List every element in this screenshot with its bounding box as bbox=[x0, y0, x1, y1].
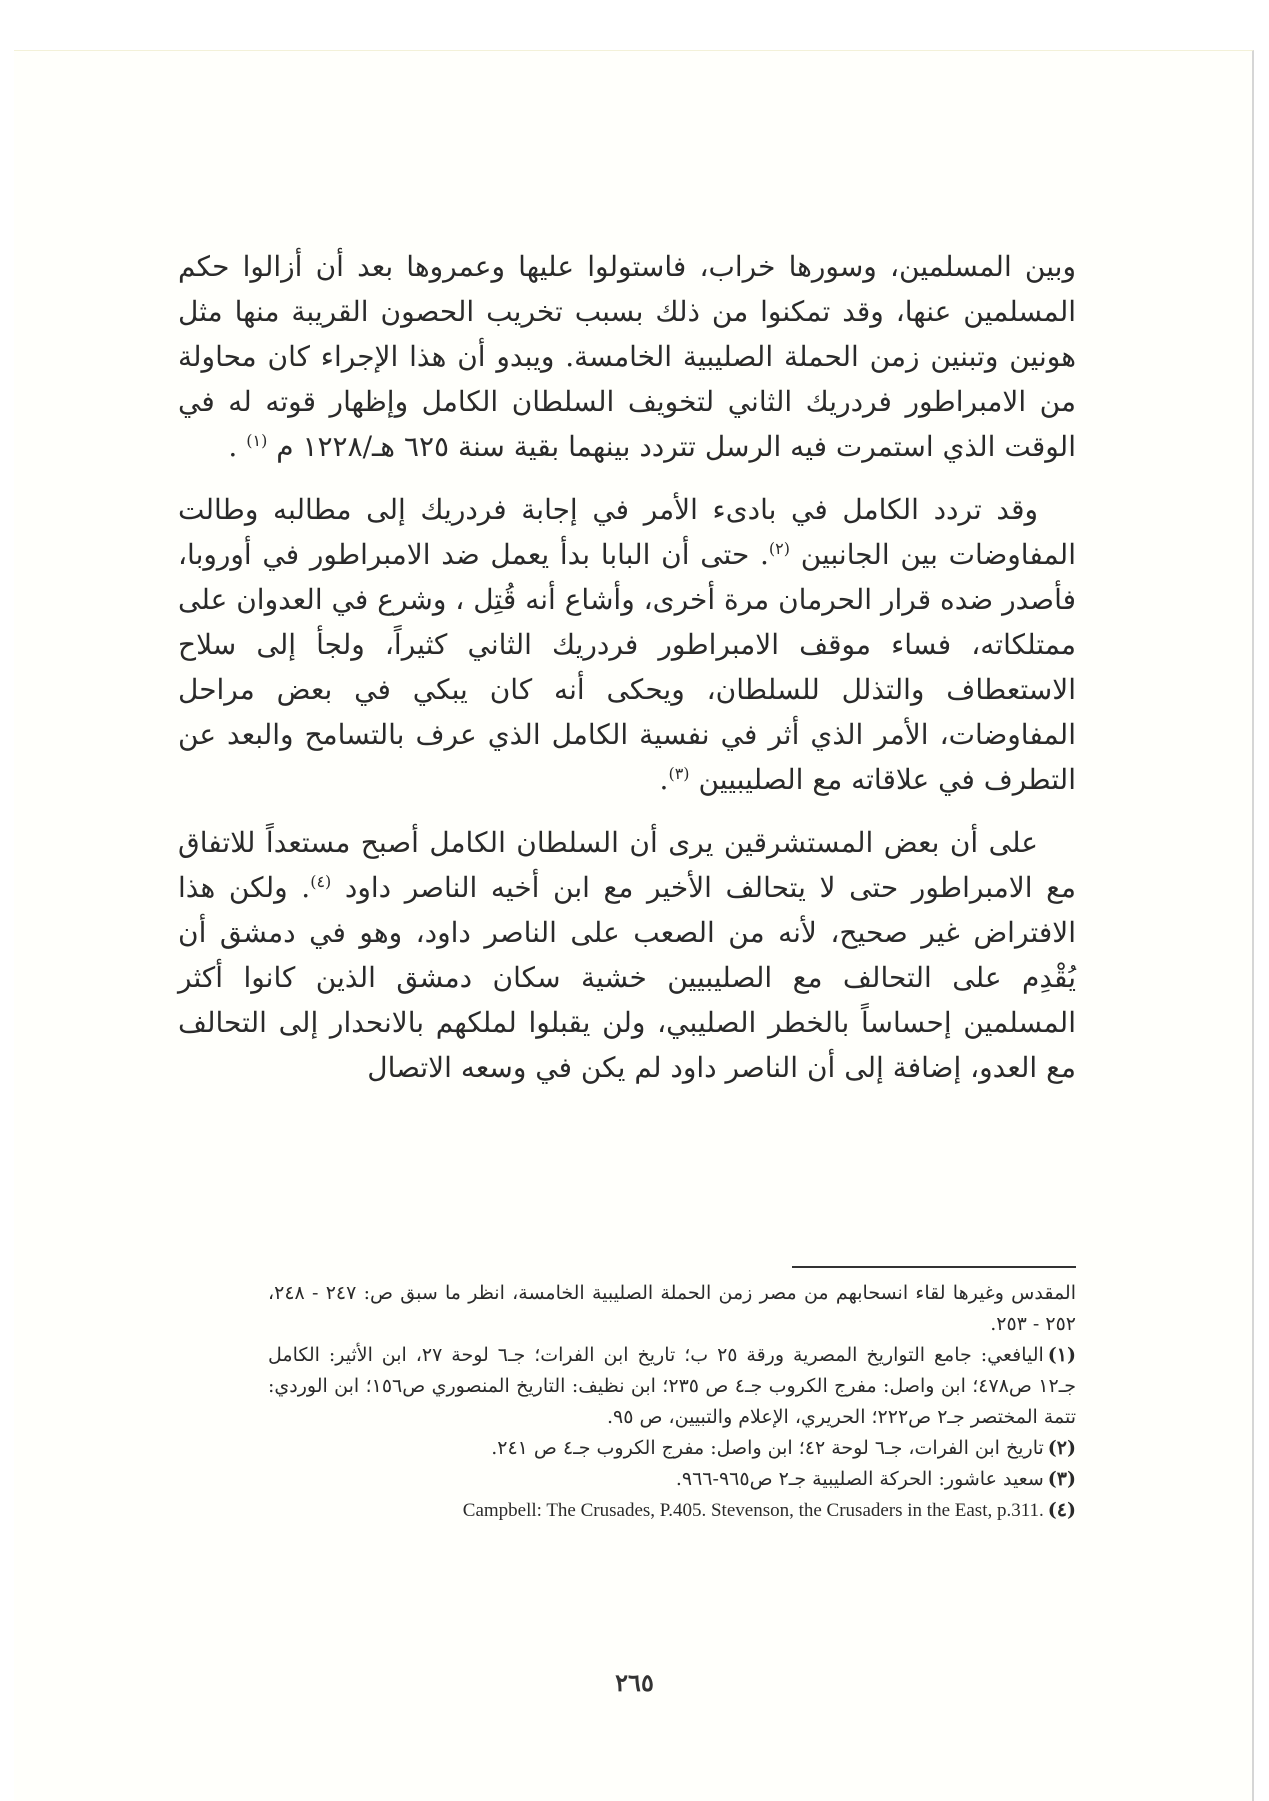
footnote-text: تاريخ ابن الفرات، جـ٦ لوحة ٤٢؛ ابن واصل: مفرج الكروب جـ٤ ص ٢٤١. bbox=[491, 1437, 1044, 1459]
main-text bbox=[178, 244, 1076, 1090]
footnote-text: Campbell: The Crusades, P.405. Stevenson, the Crusaders in the East, p.311. bbox=[462, 1500, 1044, 1521]
footnotes bbox=[268, 1278, 1076, 1526]
footnote-ref-2[interactable]: (٢) bbox=[768, 539, 790, 558]
paragraph-tail: . bbox=[228, 430, 247, 463]
footnote-number: (٣) bbox=[1047, 1468, 1076, 1490]
paragraph-3 bbox=[178, 820, 1076, 1090]
paragraph-text: على أن بعض المستشرقين يرى أن السلطان الكامل أصبح مستعداً للاتفاق مع الامبراطور حتى لا يتحالف الأخير مع ابن أخيه الناصر داود bbox=[178, 826, 1076, 904]
footnote-1 bbox=[268, 1340, 1076, 1433]
paragraph-text: . حتى أن البابا بدأ يعمل ضد الامبراطور في أوروبا، فأصدر ضده قرار الحرمان مرة أخرى، وأشاع أنه قُتِل ، وشرع في العدوان على ممتلكاته، فساء موقف الامبراطور فردريك الثاني كثيراً، ولجأ إلى سلاح الاستعطاف والتذلل للسلطان، ويحكى أنه كان يبكي في بعض مراحل المفاوضات، الأمر الذي أثر في نفسية الكامل الذي عرف بالتسامح والبعد عن التطرف في علاقاته مع الصليبيين bbox=[178, 538, 1077, 796]
footnote-separator bbox=[792, 1266, 1076, 1268]
footnote-3 bbox=[268, 1464, 1076, 1495]
paragraph-text: وبين المسلمين، وسورها خراب، فاستولوا عليها وعمروها بعد أن أزالوا حكم المسلمين عنها، وقد تمكنوا من ذلك بسبب تخريب الحصون القريبة منها مثل هونين وتبنين زمن الحملة الصليبية الخامسة. ويبدو أن هذا الإجراء كان محاولة من الامبراطور فردريك الثاني لتخويف السلطان الكامل وإظهار قوته له في الوقت الذي استمرت فيه الرسل تتردد بينهما بقية سنة ٦٢٥ هـ/١٢٢٨ م bbox=[178, 250, 1077, 463]
paragraph-tail: . bbox=[659, 763, 669, 796]
footnote-text: سعيد عاشور: الحركة الصليبية جـ٢ ص٩٦٥-٩٦٦. bbox=[675, 1468, 1044, 1490]
footnote-ref-4[interactable]: (٤) bbox=[310, 872, 332, 891]
footnote-text: اليافعي: جامع التواريخ المصرية ورقة ٢٥ ب؛ تاريخ ابن الفرات؛ جـ٦ لوحة ٢٧، ابن الأثير: الكامل جـ١٢ ص٤٧٨؛ ابن واصل: مفرج الكروب جـ٤ ص ٢٣٥؛ ابن نظيف: التاريخ المنصوري ص١٥٦؛ ابن الوردي: تتمة المختصر جـ٢ ص٢٢٢؛ الحريري، الإعلام والتبيين، ص ٩٥. bbox=[268, 1344, 1076, 1428]
footnote-number: (٤) bbox=[1047, 1499, 1076, 1521]
footnote-4 bbox=[268, 1495, 1076, 1526]
footnote-text: المقدس وغيرها لقاء انسحابهم من مصر زمن الحملة الصليبية الخامسة، انظر ما سبق ص: ٢٤٧ - ٢٤٨، ٢٥٢ - ٢٥٣. bbox=[268, 1282, 1077, 1335]
footnote-2 bbox=[268, 1433, 1076, 1464]
footnote-number: (٢) bbox=[1047, 1437, 1076, 1459]
footnote-ref-3[interactable]: (٣) bbox=[668, 764, 690, 783]
paragraph-text: . ولكن هذا الافتراض غير صحيح، لأنه من الصعب على الناصر داود، وهو في دمشق أن يُقْدِم على التحالف مع الصليبيين خشية سكان دمشق الذين كانوا أكثر المسلمين إحساساً بالخطر الصليبي، ولن يقبلوا لملكهم بالانحدار إلى التحالف مع العدو، إضافة إلى أن الناصر داود لم يكن في وسعه الاتصال bbox=[178, 871, 1076, 1084]
paragraph-1 bbox=[178, 244, 1076, 469]
footnote-continued bbox=[268, 1278, 1076, 1340]
page-number: ٢٦٥ bbox=[615, 1668, 654, 1697]
paragraph-text: وقد تردد الكامل في بادىء الأمر في إجابة فردريك إلى مطالبه وطالت المفاوضات بين الجانبين bbox=[178, 493, 1076, 571]
footnote-ref-1[interactable]: (١) bbox=[246, 431, 268, 450]
footnote-number: (١) bbox=[1047, 1344, 1076, 1366]
paragraph-2 bbox=[178, 487, 1076, 802]
